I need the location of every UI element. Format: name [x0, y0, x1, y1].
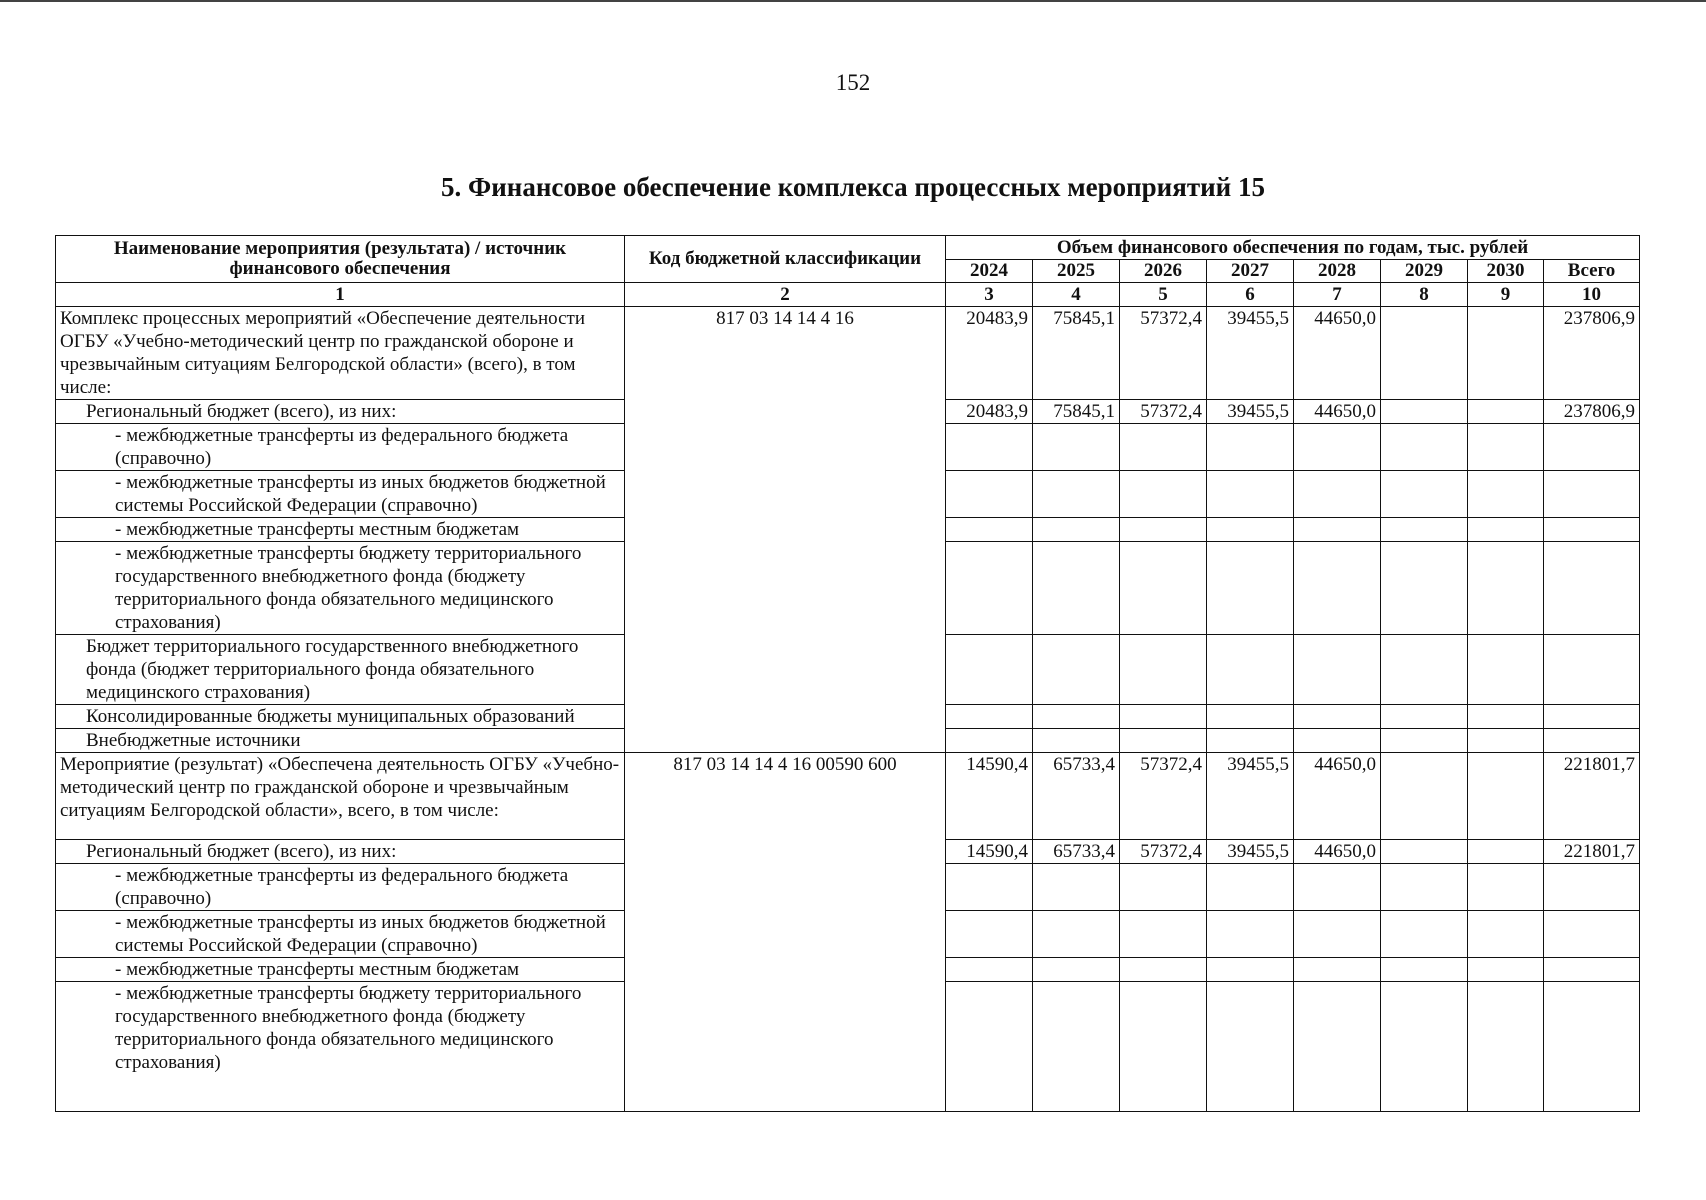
cell-value — [1120, 982, 1207, 1112]
budget-code: 817 03 14 14 4 16 00590 600 — [625, 753, 946, 1112]
cell-value — [1120, 958, 1207, 982]
cell-value — [1381, 400, 1468, 424]
cell-value — [1033, 705, 1120, 729]
cell-value: 44650,0 — [1294, 840, 1381, 864]
cell-value — [946, 424, 1033, 471]
cell-total — [1544, 424, 1640, 471]
cell-value: 14590,4 — [946, 753, 1033, 840]
table-body — [56, 283, 1640, 1112]
header-total: Всего — [1544, 260, 1640, 283]
cell-value — [1381, 635, 1468, 705]
cell-value: 65733,4 — [1033, 840, 1120, 864]
cell-value — [1294, 982, 1381, 1112]
cell-value: 57372,4 — [1120, 753, 1207, 840]
cell-value: 65733,4 — [1033, 753, 1120, 840]
cell-value — [1120, 864, 1207, 911]
cell-value — [1120, 471, 1207, 518]
cell-value: 75845,1 — [1033, 400, 1120, 424]
column-index: 1 — [56, 283, 625, 307]
cell-value — [1033, 542, 1120, 635]
column-index: 3 — [946, 283, 1033, 307]
header-year: 2024 — [946, 260, 1033, 283]
cell-value — [1207, 518, 1294, 542]
header-year: 2029 — [1381, 260, 1468, 283]
cell-value — [1468, 400, 1544, 424]
cell-value — [1381, 424, 1468, 471]
cell-value: 39455,5 — [1207, 400, 1294, 424]
cell-value — [1468, 705, 1544, 729]
cell-total: 221801,7 — [1544, 753, 1640, 840]
row-label: Консолидированные бюджеты муниципальных образований — [56, 705, 625, 729]
header-volume: Объем финансового обеспечения по годам, тыс. рублей — [946, 236, 1640, 260]
header-year: 2027 — [1207, 260, 1294, 283]
cell-value — [1294, 911, 1381, 958]
header-name: Наименование мероприятия (результата) / источник финансового обеспечения — [56, 236, 625, 283]
cell-value — [1468, 958, 1544, 982]
row-label: Региональный бюджет (всего), из них: — [56, 840, 625, 864]
cell-value — [1468, 518, 1544, 542]
cell-value — [1381, 753, 1468, 840]
cell-value — [1294, 729, 1381, 753]
cell-value — [1207, 958, 1294, 982]
cell-value — [1120, 635, 1207, 705]
cell-value — [946, 911, 1033, 958]
column-index: 2 — [625, 283, 946, 307]
cell-value — [1294, 424, 1381, 471]
cell-total: 237806,9 — [1544, 400, 1640, 424]
cell-value — [1033, 911, 1120, 958]
row-label: Мероприятие (результат) «Обеспечена деятельность ОГБУ «Учебно-методический центр по гражданской обороне и чрезвычайным ситуациям Белгородской области», всего, в том числе: — [56, 753, 625, 840]
cell-value — [1468, 471, 1544, 518]
column-index-row — [56, 283, 1640, 307]
cell-value — [1468, 753, 1544, 840]
cell-value: 57372,4 — [1120, 307, 1207, 400]
cell-value: 14590,4 — [946, 840, 1033, 864]
cell-value — [1468, 982, 1544, 1112]
cell-value — [1033, 424, 1120, 471]
cell-value — [946, 635, 1033, 705]
cell-value — [1207, 542, 1294, 635]
header-year: 2030 — [1468, 260, 1544, 283]
cell-value — [1120, 424, 1207, 471]
row-label: Региональный бюджет (всего), из них: — [56, 400, 625, 424]
cell-value — [1033, 635, 1120, 705]
cell-value — [1033, 958, 1120, 982]
cell-value — [1207, 982, 1294, 1112]
column-index: 5 — [1120, 283, 1207, 307]
column-index: 7 — [1294, 283, 1381, 307]
table-header — [56, 236, 1640, 283]
cell-value — [1294, 705, 1381, 729]
cell-value: 44650,0 — [1294, 307, 1381, 400]
cell-value: 57372,4 — [1120, 840, 1207, 864]
cell-value — [1294, 864, 1381, 911]
cell-value — [1120, 518, 1207, 542]
cell-value — [1207, 635, 1294, 705]
cell-value — [1381, 471, 1468, 518]
cell-value — [1033, 518, 1120, 542]
cell-value: 75845,1 — [1033, 307, 1120, 400]
row-label: Внебюджетные источники — [56, 729, 625, 753]
cell-value — [1468, 840, 1544, 864]
cell-value — [946, 705, 1033, 729]
cell-value — [946, 518, 1033, 542]
cell-value — [1033, 471, 1120, 518]
cell-value — [1294, 471, 1381, 518]
cell-value — [1468, 911, 1544, 958]
row-label: Комплекс процессных мероприятий «Обеспечение деятельности ОГБУ «Учебно-методический центр по гражданской обороне и чрезвычайным ситуациям Белгородской области» (всего), в том числе: — [56, 307, 625, 400]
cell-value — [1381, 518, 1468, 542]
cell-value — [1468, 424, 1544, 471]
row-label: - межбюджетные трансферты из федерального бюджета (справочно) — [56, 424, 625, 471]
cell-value — [1468, 729, 1544, 753]
cell-value — [1468, 864, 1544, 911]
cell-total — [1544, 729, 1640, 753]
cell-value — [1120, 729, 1207, 753]
cell-total — [1544, 911, 1640, 958]
page-title: 5. Финансовое обеспечение комплекса процессных мероприятий 15 — [441, 172, 1265, 202]
cell-value — [1207, 864, 1294, 911]
financing-table — [55, 235, 1640, 1112]
cell-value — [946, 542, 1033, 635]
cell-value: 39455,5 — [1207, 307, 1294, 400]
header-year: 2028 — [1294, 260, 1381, 283]
cell-value — [1381, 307, 1468, 400]
cell-value — [946, 729, 1033, 753]
table-row-main — [56, 307, 1640, 400]
cell-total — [1544, 542, 1640, 635]
page-number: 152 — [835, 70, 871, 95]
cell-value — [1207, 705, 1294, 729]
cell-value: 44650,0 — [1294, 753, 1381, 840]
row-label: - межбюджетные трансферты местным бюджетам — [56, 518, 625, 542]
cell-value — [1468, 635, 1544, 705]
cell-total — [1544, 958, 1640, 982]
cell-value — [1207, 729, 1294, 753]
cell-value — [1294, 518, 1381, 542]
cell-value — [946, 864, 1033, 911]
header-year: 2026 — [1120, 260, 1207, 283]
cell-value — [1120, 542, 1207, 635]
column-index: 10 — [1544, 283, 1640, 307]
row-label: Бюджет территориального государственного внебюджетного фонда (бюджет территориального фонда обязательного медицинского страхования) — [56, 635, 625, 705]
cell-value — [946, 471, 1033, 518]
cell-value: 44650,0 — [1294, 400, 1381, 424]
row-label: - межбюджетные трансферты из иных бюджетов бюджетной системы Российской Федерации (справочно) — [56, 471, 625, 518]
cell-value: 39455,5 — [1207, 840, 1294, 864]
cell-total — [1544, 518, 1640, 542]
cell-total — [1544, 864, 1640, 911]
cell-value — [1381, 911, 1468, 958]
column-index: 6 — [1207, 283, 1294, 307]
cell-value — [1207, 471, 1294, 518]
row-label: - межбюджетные трансферты из федерального бюджета (справочно) — [56, 864, 625, 911]
cell-value — [946, 958, 1033, 982]
scan-top-rule — [0, 0, 1706, 2]
cell-value — [1381, 542, 1468, 635]
cell-value — [1381, 705, 1468, 729]
cell-value — [1468, 307, 1544, 400]
cell-value — [1381, 864, 1468, 911]
cell-value — [1207, 424, 1294, 471]
budget-code: 817 03 14 14 4 16 — [625, 307, 946, 753]
cell-value — [1033, 729, 1120, 753]
cell-value — [1033, 982, 1120, 1112]
cell-value — [1381, 729, 1468, 753]
cell-value — [1381, 982, 1468, 1112]
header-year: 2025 — [1033, 260, 1120, 283]
row-label: - межбюджетные трансферты бюджету территориального государственного внебюджетного фонда (бюджету территориального фонда обязательного медицинского страхования) — [56, 542, 625, 635]
row-label: - межбюджетные трансферты местным бюджетам — [56, 958, 625, 982]
cell-value — [1120, 705, 1207, 729]
cell-value — [1468, 542, 1544, 635]
header-code: Код бюджетной классификации — [625, 236, 946, 283]
column-index: 8 — [1381, 283, 1468, 307]
cell-value — [1033, 864, 1120, 911]
cell-value: 39455,5 — [1207, 753, 1294, 840]
cell-value — [1207, 911, 1294, 958]
column-index: 4 — [1033, 283, 1120, 307]
row-label: - межбюджетные трансферты из иных бюджетов бюджетной системы Российской Федерации (справочно) — [56, 911, 625, 958]
cell-value — [1294, 635, 1381, 705]
cell-value: 57372,4 — [1120, 400, 1207, 424]
cell-value — [1294, 958, 1381, 982]
cell-total — [1544, 635, 1640, 705]
cell-value — [1120, 911, 1207, 958]
cell-value: 20483,9 — [946, 307, 1033, 400]
column-index: 9 — [1468, 283, 1544, 307]
cell-total: 221801,7 — [1544, 840, 1640, 864]
cell-value: 20483,9 — [946, 400, 1033, 424]
cell-total — [1544, 705, 1640, 729]
cell-total — [1544, 982, 1640, 1112]
cell-value — [1381, 840, 1468, 864]
cell-total — [1544, 471, 1640, 518]
cell-total: 237806,9 — [1544, 307, 1640, 400]
cell-value — [946, 982, 1033, 1112]
table-row-main — [56, 753, 1640, 840]
row-label: - межбюджетные трансферты бюджету территориального государственного внебюджетного фонда (бюджету территориального фонда обязательного медицинского страхования) — [56, 982, 625, 1112]
cell-value — [1294, 542, 1381, 635]
cell-value — [1381, 958, 1468, 982]
